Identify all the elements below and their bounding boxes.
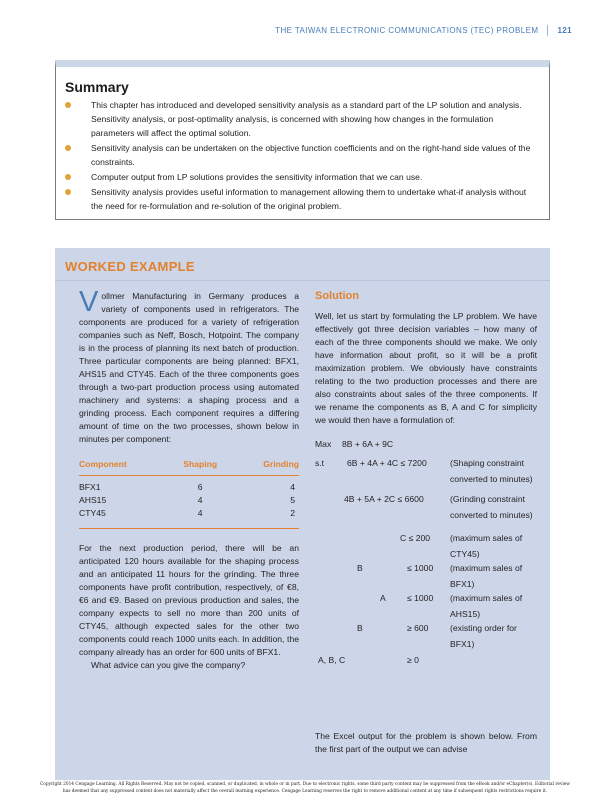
table-header: Component bbox=[79, 458, 168, 476]
constraint-note: BFX1) bbox=[450, 579, 475, 589]
constraint-shaping: 6B + 4A + 4C ≤ 7200 bbox=[347, 458, 427, 468]
table-header: Grinding bbox=[232, 458, 299, 476]
constraint-rhs: ≤ 1000 bbox=[407, 593, 434, 603]
page-number: 121 bbox=[557, 26, 572, 35]
worked-example-title: WORKED EXAMPLE bbox=[65, 259, 195, 274]
constraint-variable: B bbox=[357, 623, 363, 633]
running-head-divider bbox=[547, 25, 548, 36]
constraint-note: (maximum sales of bbox=[450, 533, 523, 543]
constraint-rhs: ≥ 600 bbox=[407, 623, 429, 633]
constraint-note: BFX1) bbox=[450, 639, 475, 649]
constraint-note: CTY45) bbox=[450, 549, 480, 559]
lp-formulation bbox=[315, 438, 537, 680]
constraint-note: converted to minutes) bbox=[450, 474, 533, 484]
table-bottom-rule bbox=[79, 520, 299, 528]
table-cell: 5 bbox=[290, 495, 295, 505]
worked-example-box bbox=[55, 248, 550, 780]
constraint-variable: A bbox=[380, 593, 386, 603]
nonnegativity-rhs: ≥ 0 bbox=[407, 655, 419, 665]
summary-title: Summary bbox=[65, 79, 129, 95]
constraint-rhs: ≤ 1000 bbox=[407, 563, 434, 573]
st-label: s.t bbox=[315, 458, 325, 468]
nonnegativity-variables: A, B, C bbox=[318, 655, 346, 665]
objective-function: 8B + 6A + 9C bbox=[342, 439, 394, 449]
table-header-row bbox=[79, 458, 299, 476]
constraint-variable: B bbox=[357, 563, 363, 573]
table-cell: 2 bbox=[290, 508, 295, 518]
max-label: Max bbox=[315, 439, 332, 449]
table-row bbox=[79, 476, 299, 495]
constraint-grinding: 4B + 5A + 2C ≤ 6600 bbox=[344, 494, 424, 504]
constraint-note: (Grinding constraint bbox=[450, 494, 525, 504]
bullet-icon bbox=[65, 145, 71, 151]
bullet-icon bbox=[65, 102, 71, 108]
table-row bbox=[79, 507, 299, 520]
solution-title: Solution bbox=[315, 290, 359, 302]
summary-item: This chapter has introduced and developed sensitivity analysis as a standard part of the LP solution and analysis. Sensitivity analysis, or post-optimality analysis, is concerned with showing how changes in the formulation parameters will affect the optimal solution. bbox=[65, 98, 539, 140]
table-header: Shaping bbox=[168, 458, 232, 476]
summary-list bbox=[65, 98, 539, 213]
copyright-notice: Copyright 2014 Cengage Learning. All Rights Reserved. May not be copied, scanned, or duplicated, in whole or in part. Due to electronic rights, some third party content may be suppressed from the eBook and/or eChapter(s). Editorial review has deemed that any suppressed content does not materially affect the overall learning experience. Cengage Learning reserves the right to remove additional content at any time if subsequent rights restrictions require it. bbox=[40, 782, 570, 794]
solution-column bbox=[315, 290, 537, 754]
constraint-cty45: C ≤ 200 bbox=[400, 533, 431, 543]
problem-intro: Vollmer Manufacturing in Germany produces a variety of components used in refrigerators. The components are produced for a variety of refrigeration companies such as Neff, Bosch, Hotpoint. The company is in the process of planning its next batch of production. Three particular components are being planned: BFX1, AHS15 and CTY45. Each of the three components goes through a two-part production process using automated machinery and systems: a shaping process and a grinding process. Each component requires a differing amount of time on the two processes, shown below in minutes per component: bbox=[79, 286, 299, 444]
divider bbox=[55, 280, 550, 281]
table-cell: BFX1 bbox=[79, 482, 101, 492]
problem-details: For the next production period, there will be an anticipated 120 hours available for the shaping process and an anticipated 11 hours for the grinding. The three components have profit contribution, respectively, of €8, €6 and €9. Based on previous production and sales, the company expects to sell no more than 200 units of CTY45, although expected sales for the other two components could reach 1000 units each. In addition, the company already has an order for 600 units of BFX1. bbox=[79, 542, 299, 657]
solution-continuation: The Excel output for the problem is shown below. From the first part of the output we can advise bbox=[315, 731, 537, 754]
summary-item: Sensitivity analysis can be undertaken on the objective function coefficients and on the right-hand side values of the constraints. bbox=[65, 141, 539, 169]
constraint-note: converted to minutes) bbox=[450, 510, 533, 520]
problem-question: What advice can you give the company? bbox=[91, 659, 246, 670]
summary-item: Computer output from LP solutions provides the sensitivity information that we can use. bbox=[65, 170, 539, 184]
drop-cap: V bbox=[79, 286, 99, 318]
constraint-note: (maximum sales of bbox=[450, 563, 523, 573]
table-cell: 4 bbox=[197, 508, 203, 518]
summary-item: Sensitivity analysis provides useful information to management allowing them to undertake what-if analysis without the need for re-formulation and re-solution of the original problem. bbox=[65, 185, 539, 213]
constraint-note: (Shaping constraint bbox=[450, 458, 525, 468]
table-cell: AHS15 bbox=[79, 495, 107, 505]
bullet-icon bbox=[65, 174, 71, 180]
process-time-table bbox=[79, 458, 299, 529]
constraint-note: (existing order for bbox=[450, 623, 517, 633]
bullet-icon bbox=[65, 189, 71, 195]
constraint-note: (maximum sales of bbox=[450, 593, 523, 603]
constraint-note: AHS15) bbox=[450, 609, 481, 619]
summary-box bbox=[55, 60, 550, 220]
table-cell: 4 bbox=[197, 495, 203, 505]
table-cell: CTY45 bbox=[79, 508, 106, 518]
table-row bbox=[79, 494, 299, 507]
running-head bbox=[275, 25, 572, 36]
table-cell: 6 bbox=[197, 482, 203, 492]
solution-intro: Well, let us start by formulating the LP problem. We have effectively got three decision variables – how many of each of the three components should we make. We only have information about profit, so it will be a profit maximization problem. We obviously have constraints relating to the two production processes and there are also constraints about sales of the three components. If we rename the components as B, A and C for simplicity we would then have a formulation of: bbox=[315, 311, 537, 425]
running-head-title: THE TAIWAN ELECTRONIC COMMUNICATIONS (TEC) PROBLEM bbox=[275, 26, 539, 35]
table-cell: 4 bbox=[290, 482, 295, 492]
problem-column bbox=[79, 286, 299, 672]
